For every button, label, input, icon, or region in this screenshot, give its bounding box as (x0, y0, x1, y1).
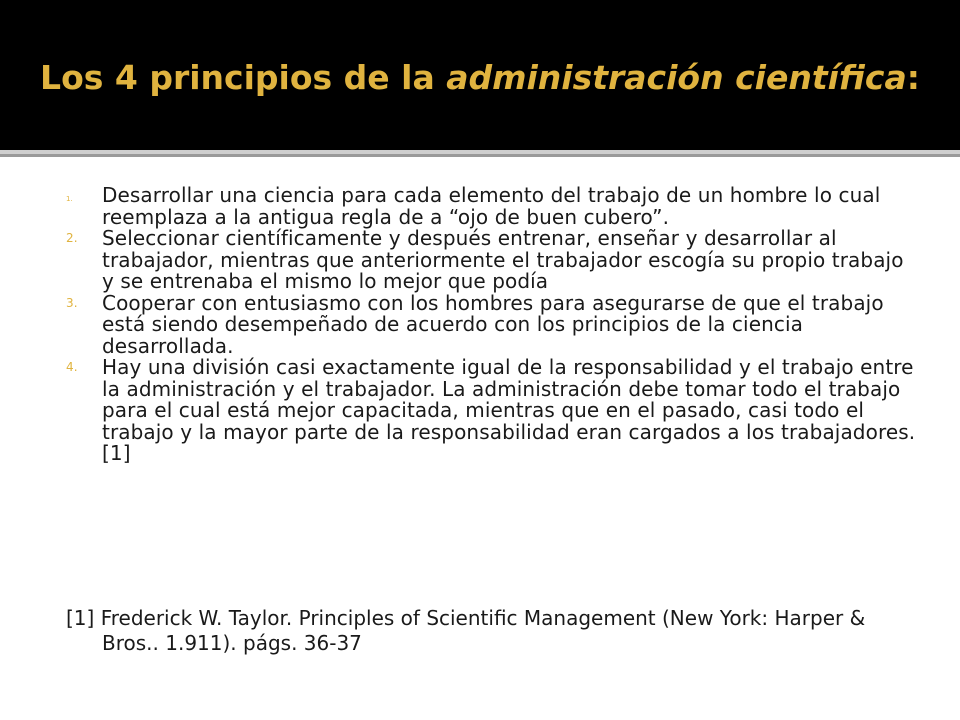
list-item (66, 357, 916, 465)
list-item (66, 290, 916, 358)
list-number: 2. (66, 231, 78, 245)
list-item (66, 185, 916, 228)
list-text: Cooperar con entusiasmo con los hombres para asegurarse de que el trabajo está siendo desempeñado de acuerdo con los principios de la ciencia desarrollada. (102, 290, 884, 358)
title-prefix: Los 4 principios de la (40, 58, 447, 97)
list-text: Desarrollar una ciencia para cada elemento del trabajo de un hombre lo cual reemplaza a la antigua regla de a “ojo de buen cubero”. (102, 183, 881, 229)
slide-title (0, 58, 960, 97)
list-number: 3. (66, 295, 78, 310)
principles-list (66, 185, 916, 465)
list-text: Seleccionar científicamente y después entrenar, enseñar y desarrollar al trabajador, mientras que anteriormente el trabajador escogía su propio trabajo y se entrenaba el mismo lo mejor que podía (102, 226, 904, 293)
list-item (66, 228, 916, 293)
footnote: [1] Frederick W. Taylor. Principles of Scientific Management (New York: Harper & Bros.. 1.911). págs. 36-37 (66, 606, 866, 655)
list-text: Hay una división casi exactamente igual de la responsabilidad y el trabajo entre la administración y el trabajador. La administración debe tomar todo el trabajo para el cual está mejor capacitada, mientras que en el pasado, casi todo el trabajo y la mayor parte de la responsabilidad eran cargados a los trabajadores.[1] (102, 355, 916, 465)
list-number: 4. (66, 360, 78, 374)
title-italic: administración científica (446, 58, 907, 97)
title-suffix: : (906, 58, 920, 97)
divider-dark (0, 154, 960, 157)
list-number: 1. (66, 195, 73, 203)
